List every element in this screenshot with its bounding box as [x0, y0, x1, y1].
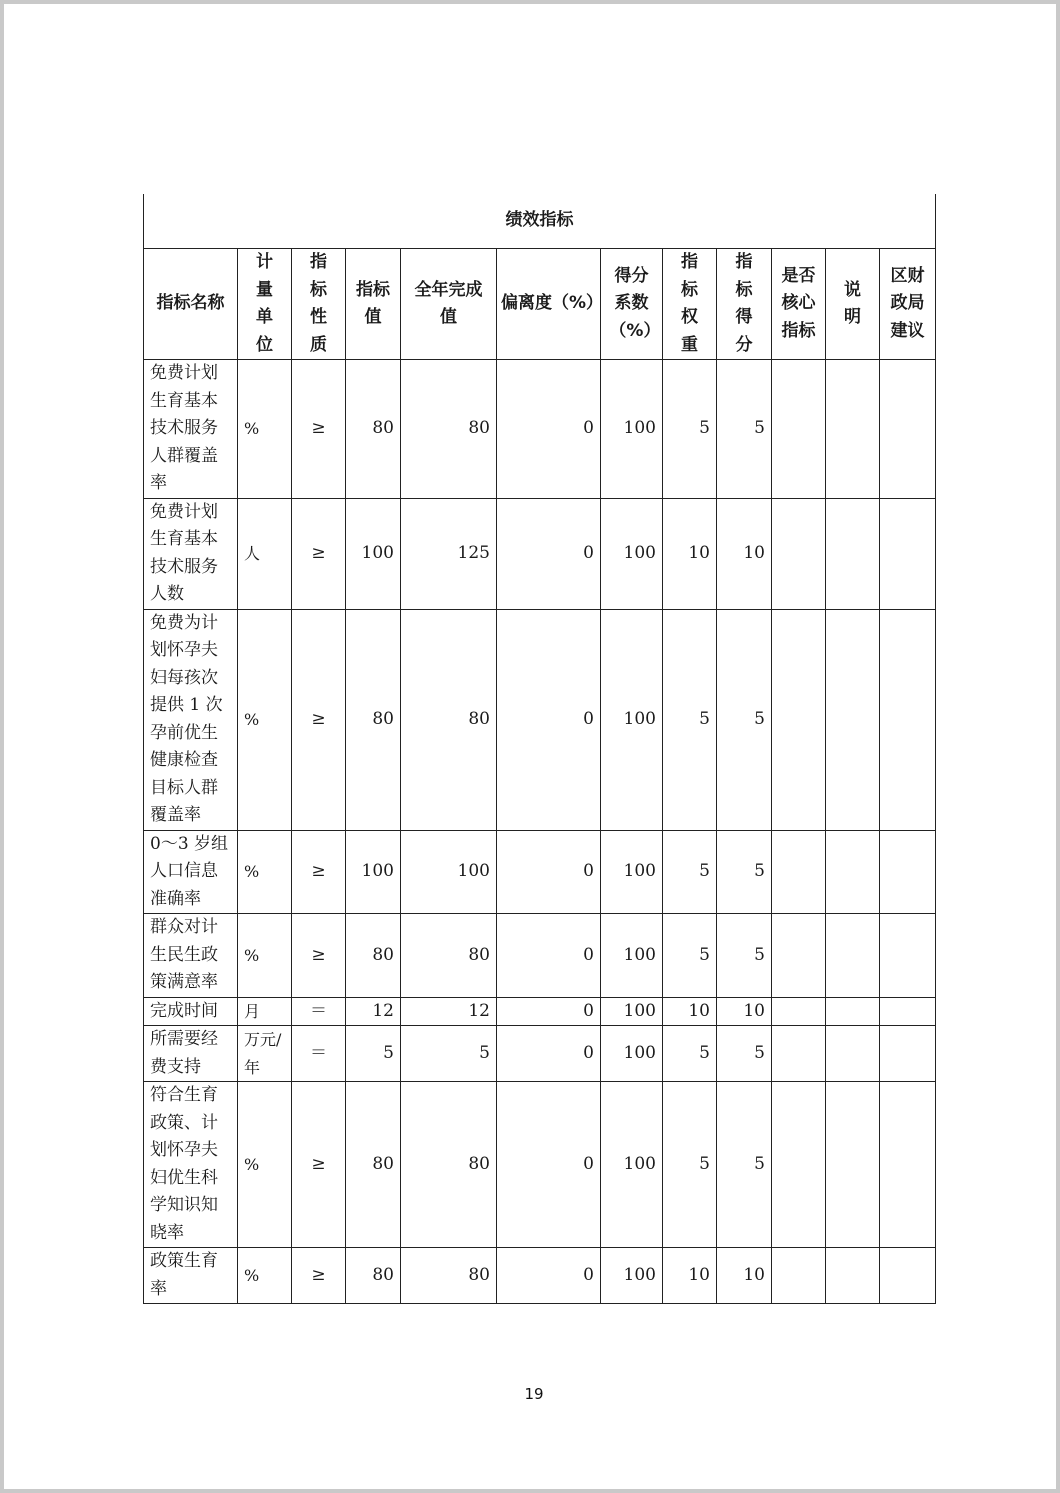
- row-advice: [880, 1026, 936, 1082]
- header-score: [717, 249, 772, 360]
- row-core: [772, 1026, 826, 1082]
- row-score: 5: [717, 830, 772, 914]
- row-nature: ≥: [292, 498, 346, 609]
- row-unit: %: [238, 360, 292, 499]
- row-name: 完成时间: [144, 997, 238, 1026]
- row-coef: 100: [601, 1082, 663, 1248]
- row-unit: %: [238, 1248, 292, 1304]
- header-unit: [238, 249, 292, 360]
- row-name: 所需要经费支持: [144, 1026, 238, 1082]
- table-title-row: [144, 194, 936, 249]
- row-coef: 100: [601, 498, 663, 609]
- table-row: [144, 498, 936, 609]
- row-deviation: 0: [497, 1248, 601, 1304]
- row-deviation: 0: [497, 1026, 601, 1082]
- row-unit: %: [238, 609, 292, 830]
- row-name: 群众对计生民生政策满意率: [144, 914, 238, 998]
- row-actual: 12: [401, 997, 497, 1026]
- row-deviation: 0: [497, 360, 601, 499]
- row-actual: 80: [401, 1082, 497, 1248]
- header-coef-text: 得分系数（%）: [609, 265, 661, 341]
- row-unit: 人: [238, 498, 292, 609]
- row-nature: ＝: [292, 997, 346, 1026]
- header-target-text: 指标值: [356, 279, 390, 327]
- row-coef: 100: [601, 1026, 663, 1082]
- header-deviation: [497, 249, 604, 360]
- row-advice: [880, 1248, 936, 1304]
- header-advice-text: 区财政局建议: [890, 265, 925, 341]
- row-target: 5: [346, 1026, 401, 1082]
- row-actual: 80: [401, 360, 497, 499]
- row-unit: 月: [238, 997, 292, 1026]
- row-note: [826, 1248, 880, 1304]
- header-nature-text: 指标性质: [310, 252, 327, 355]
- row-core: [772, 830, 826, 914]
- header-deviation-text: 偏离度（%）: [501, 293, 604, 314]
- row-name: 免费计划生育基本技术服务人群覆盖率: [144, 360, 238, 499]
- row-advice: [880, 609, 936, 830]
- row-coef: 100: [601, 609, 663, 830]
- row-actual: 100: [401, 830, 497, 914]
- row-coef: 100: [601, 1248, 663, 1304]
- row-coef: 100: [601, 830, 663, 914]
- row-core: [772, 360, 826, 499]
- row-note: [826, 830, 880, 914]
- row-nature: ≥: [292, 830, 346, 914]
- row-weight: 5: [663, 914, 717, 998]
- row-unit: %: [238, 830, 292, 914]
- row-target: 80: [346, 1082, 401, 1248]
- row-advice: [880, 498, 936, 609]
- row-unit: %: [238, 914, 292, 998]
- row-nature: ≥: [292, 609, 346, 830]
- row-target: 100: [346, 830, 401, 914]
- row-actual: 125: [401, 498, 497, 609]
- row-note: [826, 1026, 880, 1082]
- row-core: [772, 609, 826, 830]
- row-note: [826, 360, 880, 499]
- row-target: 80: [346, 360, 401, 499]
- table-row: [144, 830, 936, 914]
- row-nature: ≥: [292, 914, 346, 998]
- row-advice: [880, 360, 936, 499]
- row-nature: ＝: [292, 1026, 346, 1082]
- row-score: 5: [717, 360, 772, 499]
- row-target: 80: [346, 914, 401, 998]
- row-core: [772, 498, 826, 609]
- row-nature: ≥: [292, 1082, 346, 1248]
- row-name: 免费为计划怀孕夫妇每孩次提供 1 次孕前优生健康检查目标人群覆盖率: [144, 609, 238, 830]
- row-deviation: 0: [497, 609, 601, 830]
- row-name: 政策生育率: [144, 1248, 238, 1304]
- header-unit-text: 计量单位: [256, 252, 273, 355]
- row-weight: 5: [663, 609, 717, 830]
- row-advice: [880, 830, 936, 914]
- header-target: [346, 249, 401, 360]
- row-core: [772, 1248, 826, 1304]
- row-score: 10: [717, 498, 772, 609]
- header-weight-text: 指标权重: [681, 252, 698, 355]
- row-weight: 10: [663, 1248, 717, 1304]
- section-title: 绩效指标: [144, 194, 936, 249]
- row-actual: 80: [401, 914, 497, 998]
- table-row: [144, 914, 936, 998]
- row-weight: 10: [663, 498, 717, 609]
- page-number: 19: [524, 1385, 544, 1403]
- row-weight: 10: [663, 997, 717, 1026]
- row-advice: [880, 914, 936, 998]
- row-deviation: 0: [497, 914, 601, 998]
- header-actual: [401, 249, 497, 360]
- header-weight: [663, 249, 717, 360]
- row-deviation: 0: [497, 1082, 601, 1248]
- row-target: 100: [346, 498, 401, 609]
- row-unit: 万元/年: [238, 1026, 292, 1082]
- row-score: 5: [717, 1026, 772, 1082]
- row-core: [772, 1082, 826, 1248]
- row-score: 10: [717, 997, 772, 1026]
- table-row: [144, 360, 936, 499]
- performance-indicator-table: [143, 194, 936, 1304]
- row-nature: ≥: [292, 1248, 346, 1304]
- row-weight: 5: [663, 360, 717, 499]
- row-core: [772, 914, 826, 998]
- row-score: 10: [717, 1248, 772, 1304]
- row-note: [826, 1082, 880, 1248]
- row-score: 5: [717, 609, 772, 830]
- header-coef: [601, 249, 663, 360]
- row-core: [772, 997, 826, 1026]
- row-actual: 80: [401, 609, 497, 830]
- header-actual-text: 全年完成值: [414, 279, 483, 327]
- header-note: [826, 249, 880, 360]
- header-note-text: 说明: [844, 279, 861, 327]
- row-weight: 5: [663, 830, 717, 914]
- row-deviation: 0: [497, 830, 601, 914]
- row-name: 免费计划生育基本技术服务人数: [144, 498, 238, 609]
- row-score: 5: [717, 914, 772, 998]
- table-header-row: [144, 249, 936, 360]
- table-row: [144, 1082, 936, 1248]
- row-advice: [880, 997, 936, 1026]
- row-weight: 5: [663, 1082, 717, 1248]
- header-score-text: 指标得分: [735, 252, 753, 355]
- row-coef: 100: [601, 914, 663, 998]
- row-score: 5: [717, 1082, 772, 1248]
- header-name-text: 指标名称: [156, 293, 225, 314]
- row-note: [826, 997, 880, 1026]
- header-nature: [292, 249, 346, 360]
- header-core-text: 是否核心指标: [781, 265, 816, 341]
- row-weight: 5: [663, 1026, 717, 1082]
- row-note: [826, 914, 880, 998]
- row-deviation: 0: [497, 997, 601, 1026]
- row-unit: %: [238, 1082, 292, 1248]
- table-row: [144, 997, 936, 1026]
- row-target: 80: [346, 609, 401, 830]
- row-actual: 80: [401, 1248, 497, 1304]
- row-coef: 100: [601, 997, 663, 1026]
- row-advice: [880, 1082, 936, 1248]
- header-advice: [880, 249, 936, 360]
- row-target: 12: [346, 997, 401, 1026]
- row-name: 0～3 岁组人口信息准确率: [144, 830, 238, 914]
- row-coef: 100: [601, 360, 663, 499]
- row-note: [826, 498, 880, 609]
- row-actual: 5: [401, 1026, 497, 1082]
- row-deviation: 0: [497, 498, 601, 609]
- row-target: 80: [346, 1248, 401, 1304]
- performance-table-container: [143, 194, 935, 1304]
- row-nature: ≥: [292, 360, 346, 499]
- header-name: [144, 249, 238, 360]
- table-row: [144, 1248, 936, 1304]
- row-note: [826, 609, 880, 830]
- table-row: [144, 1026, 936, 1082]
- row-name: 符合生育政策、计划怀孕夫妇优生科学知识知晓率: [144, 1082, 238, 1248]
- header-core: [772, 249, 826, 360]
- table-row: [144, 609, 936, 830]
